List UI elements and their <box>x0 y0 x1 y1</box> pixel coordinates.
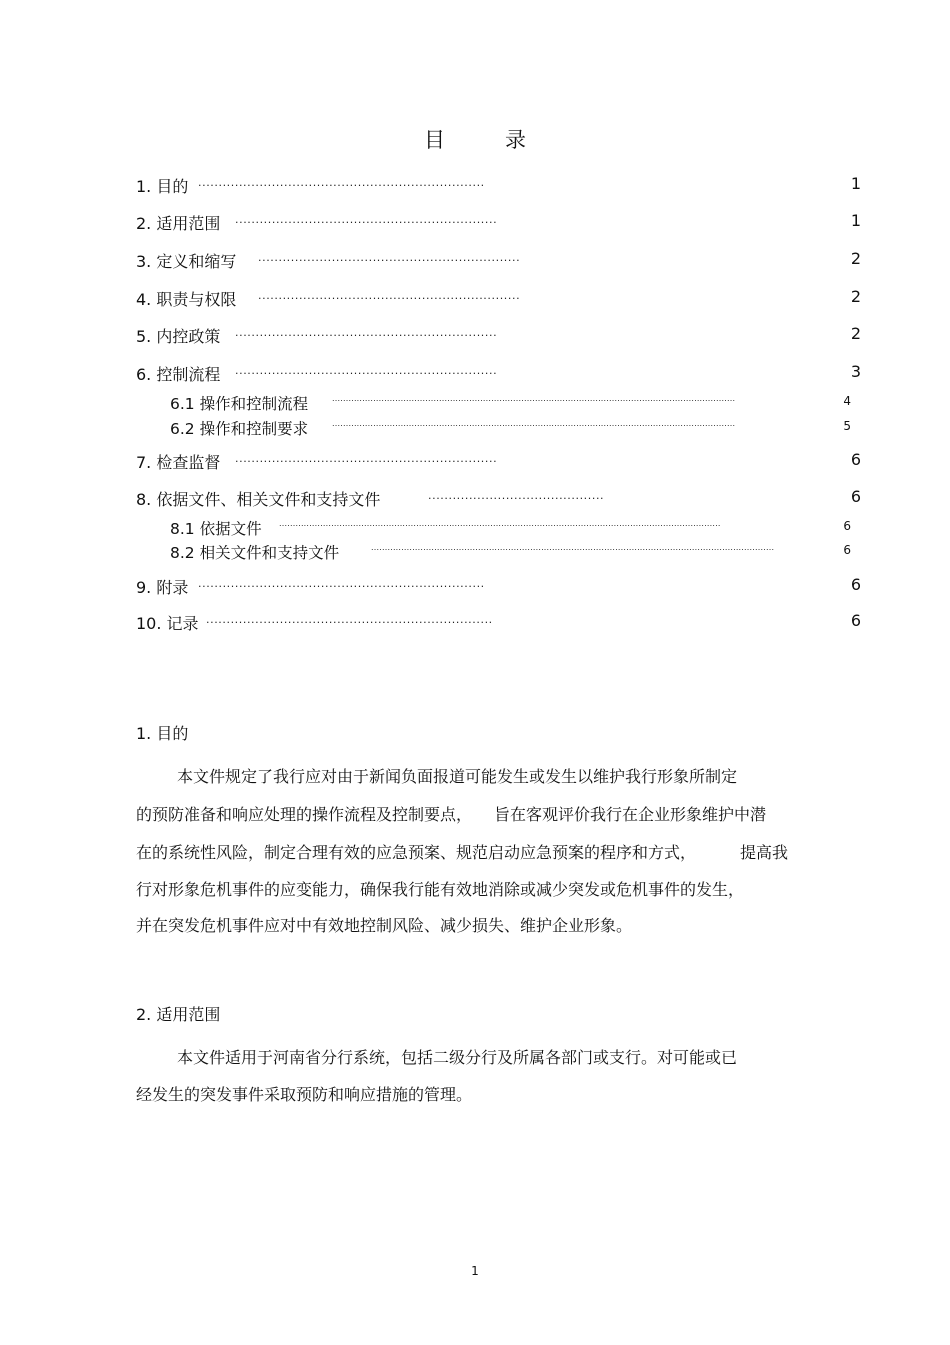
toc-leader-dots: ...................................................................... <box>198 577 485 590</box>
toc-entry[interactable] <box>136 174 861 196</box>
toc-entry-page: 5 <box>843 419 851 433</box>
toc-entry-label: 8. 依据文件、相关文件和支持文件 <box>136 490 381 509</box>
paragraph-line <box>136 843 856 863</box>
toc-subentry[interactable] <box>170 392 851 412</box>
toc-leader-dots: ................................................................................................................................................... <box>332 394 736 403</box>
toc-entry[interactable] <box>136 324 861 346</box>
toc-entry-label: 2. 适用范围 <box>136 214 221 233</box>
toc-leader-dots: ................................................................ <box>258 251 521 264</box>
toc-entry-label: 6. 控制流程 <box>136 365 221 384</box>
toc-entry-label: 8.2 相关文件和支持文件 <box>170 544 340 562</box>
toc-leader-dots: ................................................................................................................................................... <box>371 543 775 552</box>
toc-entry-label: 6.1 操作和控制流程 <box>170 395 309 413</box>
toc-entry-page: 6 <box>850 575 861 594</box>
paragraph-text: 的预防准备和响应处理的操作流程及控制要点， <box>136 805 473 824</box>
paragraph-line <box>136 805 856 825</box>
toc-entry-label: 9. 附录 <box>136 578 189 597</box>
toc-entry-label: 8.1 依据文件 <box>170 520 262 538</box>
toc-subentry[interactable] <box>170 541 851 561</box>
paragraph-text: 提高我 <box>740 843 789 862</box>
toc-leader-dots: ...................................................................... <box>198 176 485 189</box>
toc-entry-label: 3. 定义和缩写 <box>136 252 237 271</box>
toc-entry[interactable] <box>136 249 861 271</box>
paragraph-line: 经发生的突发事件采取预防和响应措施的管理。 <box>136 1085 473 1104</box>
toc-entry-label: 6.2 操作和控制要求 <box>170 420 309 438</box>
toc-entry-label: 1. 目的 <box>136 177 189 196</box>
paragraph-line: 行对形象危机事件的应变能力，确保我行能有效地消除或减少突发或危机事件的发生， <box>136 880 745 899</box>
toc-entry[interactable] <box>136 450 861 472</box>
toc-leader-dots: ................................................................ <box>235 213 498 226</box>
paragraph-line: 并在突发危机事件应对中有效地控制风险、减少损失、维护企业形象。 <box>136 916 633 935</box>
toc-entry-label: 5. 内控政策 <box>136 327 221 346</box>
section-heading: 2. 适用范围 <box>136 1005 221 1024</box>
paragraph-text: 旨在客观评价我行在企业形象维护中潜 <box>494 805 767 824</box>
toc-entry[interactable] <box>136 362 861 384</box>
toc-entry[interactable] <box>136 287 861 309</box>
toc-entry[interactable] <box>136 575 861 597</box>
toc-entry-page: 1 <box>850 211 861 230</box>
toc-entry[interactable] <box>136 487 861 509</box>
paragraph-line: 本文件规定了我行应对由于新闻负面报道可能发生或发生以维护我行形象所制定 <box>177 767 738 786</box>
toc-leader-dots: ...................................................................... <box>206 613 493 626</box>
toc-entry-page: 2 <box>850 249 861 268</box>
toc-entry-label: 4. 职责与权限 <box>136 290 237 309</box>
paragraph-text: 在的系统性风险，制定合理有效的应急预案、规范启动应急预案的程序和方式， <box>136 843 697 862</box>
toc-leader-dots: ................................................................ <box>235 452 498 465</box>
toc-leader-dots: ........................................... <box>428 489 605 502</box>
toc-entry-page: 6 <box>850 487 861 506</box>
page-number: 1 <box>471 1264 479 1278</box>
toc-entry-page: 6 <box>843 519 851 533</box>
toc-leader-dots: ................................................................ <box>235 364 498 377</box>
section-heading: 1. 目的 <box>136 724 189 743</box>
toc-entry-page: 3 <box>850 362 861 381</box>
toc-entry[interactable] <box>136 211 861 233</box>
toc-entry-page: 2 <box>850 287 861 306</box>
toc-entry-page: 1 <box>850 174 861 193</box>
toc-leader-dots: ................................................................................................................................................... <box>332 419 736 428</box>
toc-entry-page: 6 <box>850 450 861 469</box>
toc-entry-page: 4 <box>843 394 851 408</box>
toc-subentry[interactable] <box>170 417 851 437</box>
toc-entry[interactable] <box>136 611 861 633</box>
paragraph-line: 本文件适用于河南省分行系统，包括二级分行及所属各部门或支行。对可能或已 <box>177 1048 738 1067</box>
toc-entry-page: 6 <box>850 611 861 630</box>
toc-title: 目录 <box>424 128 586 152</box>
toc-leader-dots: ................................................................................................................................................................. <box>279 519 721 528</box>
toc-entry-label: 10. 记录 <box>136 614 199 633</box>
toc-entry-page: 2 <box>850 324 861 343</box>
toc-leader-dots: ................................................................ <box>258 289 521 302</box>
toc-entry-page: 6 <box>843 543 851 557</box>
toc-subentry[interactable] <box>170 517 851 537</box>
toc-leader-dots: ................................................................ <box>235 326 498 339</box>
toc-entry-label: 7. 检查监督 <box>136 453 221 472</box>
